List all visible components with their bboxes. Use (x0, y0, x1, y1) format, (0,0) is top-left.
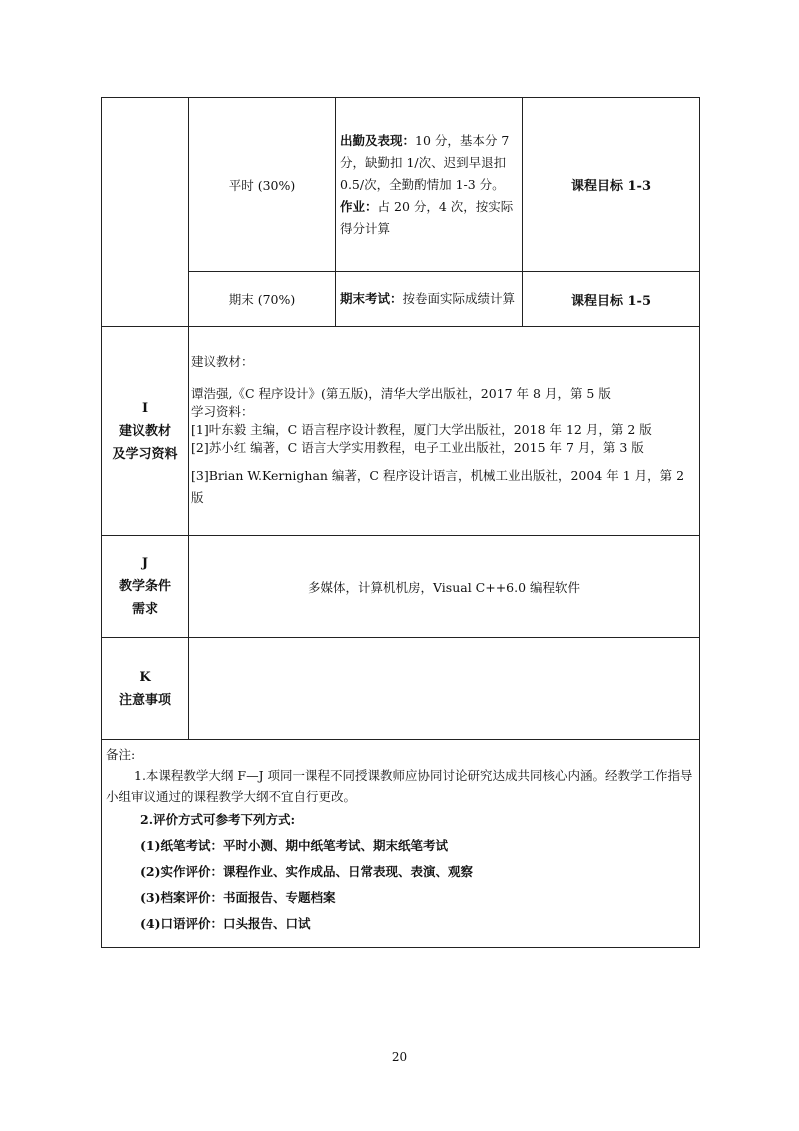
assessment-target: 课程目标 1-5 (523, 272, 700, 327)
assessment-method-cell (336, 272, 523, 327)
remarks-note-bold: 2.评价方式可参考下列方式: (140, 812, 296, 827)
assessment-method-cell (336, 98, 523, 272)
evaluation-method: (2)实作评价：课程作业、实作成品、日常表现、表演、观察 (140, 864, 474, 879)
assessment-target: 课程目标 1-3 (523, 98, 700, 272)
assessment-item-title: 作业： (340, 198, 378, 214)
section-i-content (189, 327, 700, 536)
remarks-content (102, 740, 700, 948)
assessment-row-final (102, 272, 700, 327)
section-k-row (102, 638, 700, 740)
section-letter: K (139, 669, 151, 685)
assessment-item-text: 占 20 分，4 次，按实际得分计算 (340, 198, 514, 236)
material-entry: [2]苏小红 编著，C 语言大学实用教程，电子工业出版社，2015 年 7 月，第 3 版 (191, 440, 644, 455)
section-k-label (102, 638, 189, 740)
assessment-item (340, 288, 518, 310)
section-j-row (102, 536, 700, 638)
assessment-label: 平时 (30%) (189, 98, 336, 272)
section-i-row (102, 327, 700, 536)
assessment-item-text: 10 分，基本分 7 分，缺勤扣 1/次、迟到早退扣 0.5/次，全勤酌情加 1-3 分。 (340, 132, 510, 192)
evaluation-method: (3)档案评价：书面报告、专题档案 (140, 890, 336, 905)
assessment-item-text: 按卷面实际成绩计算 (402, 291, 516, 306)
evaluation-method: (1)纸笔考试：平时小测、期中纸笔考试、期末纸笔考试 (140, 838, 449, 853)
remarks-heading: 备注: (106, 747, 136, 762)
page-number: 20 (391, 1050, 408, 1064)
section-j-label (102, 536, 189, 638)
material-entry: [3]Brian W.Kernighan 编著，C 程序设计语言，机械工业出版社，2004 年 1 月，第 2 版 (191, 468, 685, 505)
material-entry: [1]叶东毅 主编，C 语言程序设计教程，厦门大学出版社，2018 年 12 月，第 2 版 (191, 422, 652, 437)
assessment-label: 期末 (70%) (189, 272, 336, 327)
assessment-item-title: 出勤及表现： (340, 132, 416, 148)
textbook-heading: 建议教材： (191, 354, 254, 369)
section-j-content: 多媒体，计算机机房，Visual C++6.0 编程软件 (189, 536, 700, 638)
section-i-label (102, 327, 189, 536)
remarks-note: 1.本课程教学大纲 F—J 项同一课程不同授课教师应协同讨论研究达成共同核心内涵。经教学工作指导小组审议通过的课程教学大纲不宜自行更改。 (106, 768, 693, 804)
assessment-blank-cell (102, 98, 189, 327)
section-title-line: 及学习资料 (112, 446, 178, 462)
section-title-line: 注意事项 (118, 692, 171, 708)
section-letter: J (141, 556, 149, 571)
section-letter: I (141, 400, 149, 416)
evaluation-method: (4)口语评价：口头报告、口试 (140, 916, 311, 931)
textbook-entry: 谭浩强,《C 程序设计》(第五版)，清华大学出版社，2017 年 8 月，第 5 版 (191, 386, 611, 401)
materials-heading: 学习资料： (191, 404, 254, 419)
section-title-line: 教学条件 (118, 579, 171, 594)
course-outline-table (101, 97, 700, 948)
section-k-content (189, 638, 700, 740)
assessment-item (340, 130, 518, 196)
assessment-item (340, 196, 518, 240)
section-title-line: 建议教材 (118, 423, 171, 439)
remarks-row (102, 740, 700, 948)
section-title-line: 需求 (131, 602, 158, 617)
assessment-item-title: 期末考试： (340, 291, 403, 306)
assessment-row-regular (102, 98, 700, 272)
